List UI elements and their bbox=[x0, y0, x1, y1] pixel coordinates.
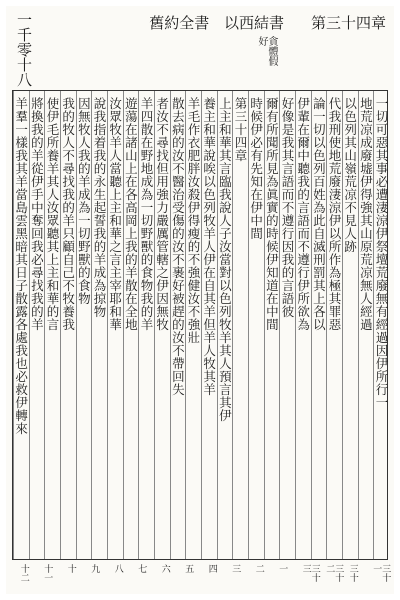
text-column bbox=[123, 91, 140, 559]
text-column bbox=[201, 91, 218, 559]
column-text: 因無牧人我的羊成為一切野獸的食物 bbox=[76, 97, 92, 305]
text-column bbox=[232, 91, 249, 559]
verse-number: 一 bbox=[277, 564, 288, 573]
verse-number: 七 bbox=[136, 564, 147, 573]
text-column bbox=[264, 91, 281, 559]
column-text: 將換我的羊從伊手中奪回我必尋找我的羊 bbox=[29, 97, 45, 331]
verse-number: 三 bbox=[230, 564, 241, 573]
text-column bbox=[279, 91, 296, 559]
verse-number: 八 bbox=[112, 564, 123, 573]
verse-number: 十一 bbox=[42, 564, 53, 582]
text-column bbox=[342, 91, 359, 559]
verse-number: 三十二 bbox=[324, 564, 344, 582]
column-text: 使伊毛所養羊其人汝眾聽其上主和華的言 bbox=[45, 97, 60, 331]
column-text: 以色列其山嶺荒凉不見人跡 bbox=[343, 97, 358, 253]
text-frame bbox=[12, 90, 388, 560]
verse-number: 十 bbox=[65, 564, 76, 573]
verse-number: 三十一 bbox=[371, 564, 391, 582]
verse-number: 五 bbox=[183, 564, 194, 573]
text-column bbox=[154, 91, 171, 559]
text-column bbox=[138, 91, 155, 559]
text-column bbox=[185, 91, 202, 559]
text-column bbox=[60, 91, 77, 559]
verse-number: 十二 bbox=[18, 564, 29, 582]
text-column bbox=[248, 91, 265, 559]
top-margin-notes: 貪體假好 bbox=[256, 36, 277, 66]
verse-number: 三十 bbox=[347, 564, 358, 582]
column-text: 羊四散在野地成為一切野獸的食物我的羊 bbox=[139, 97, 154, 331]
verse-number: 四 bbox=[206, 564, 217, 573]
text-column bbox=[107, 91, 124, 559]
column-text: 上主和華其言臨我說人子汝當對以色列牧羊其人預言其伊 bbox=[217, 97, 233, 422]
column-text: 伊輩在爾中聽我的言語而不遵行伊所欲為 bbox=[296, 97, 311, 331]
scripture-page bbox=[6, 6, 394, 594]
text-column bbox=[29, 91, 46, 559]
column-text: 時候伊必有先知在伊中間 bbox=[249, 97, 264, 240]
column-text: 羊毛作衣肥胖汝殺伊得瘦的不強健汝不強壯 bbox=[186, 97, 201, 344]
text-column bbox=[326, 91, 343, 559]
book-title: 舊約全書 以西結書 bbox=[149, 14, 284, 32]
column-text: 散去病的汝不醫治受傷的汝不裹好被趕的汝不帶回失 bbox=[170, 97, 186, 396]
text-column bbox=[217, 91, 234, 559]
verse-number-row bbox=[12, 562, 391, 586]
column-text: 論一切以色列百姓為此自滅刑罰其上各以 bbox=[311, 97, 327, 331]
column-text: 者汝不尋找但用強力嚴厲管轄之伊因無牧 bbox=[155, 97, 170, 331]
column-text: 地荒凉成廢墟伊得強其山原荒凉無人經過 bbox=[358, 97, 374, 331]
column-text: 說我指着我的永生起誓我的羊成為掠物 bbox=[92, 97, 107, 318]
column-text: 養主和華說唉以色列牧羊人伊在自其羊但羊人牧其羊 bbox=[202, 97, 217, 396]
verse-number: 三十三 bbox=[300, 564, 320, 582]
chapter-heading: 第三十四章 bbox=[310, 14, 386, 32]
text-column bbox=[311, 91, 328, 559]
column-text: 汝眾牧羊人當聽上主和華之言主宰耶和華 bbox=[108, 97, 123, 331]
column-text: 好像是我其言語而不遵行因我的言語彼 bbox=[280, 97, 295, 318]
text-column bbox=[91, 91, 108, 559]
verse-number: 九 bbox=[89, 564, 100, 573]
column-text: 爾有所聞所見為眞實的時候伊知道在中間 bbox=[264, 97, 280, 331]
verse-number: 六 bbox=[159, 564, 170, 573]
text-column bbox=[170, 91, 187, 559]
verse-number: 二 bbox=[253, 564, 264, 573]
text-column bbox=[373, 91, 390, 559]
text-column bbox=[358, 91, 375, 559]
text-column bbox=[44, 91, 61, 559]
column-text: 我的牧人不尋找我的羊只顧自己不牧養我 bbox=[61, 97, 76, 331]
column-text: 羊羣一樣我其羊當島雲黑暗其日子散露各處我也必救伊轉來 bbox=[14, 97, 29, 435]
column-text: 一切可惡其事必遭淒涼伊祭壇荒廢無有經過因伊所行一 bbox=[374, 97, 389, 409]
page-number: 一千零十八 bbox=[15, 12, 33, 87]
column-text: 第三十四章 bbox=[233, 97, 248, 162]
column-text: 代我刑使地荒廢淒涼伊以所作為極其罪惡 bbox=[327, 97, 342, 331]
text-column bbox=[295, 91, 312, 559]
text-column bbox=[13, 91, 30, 559]
column-text: 遊蕩在諸山上在各高岡上我的羊散在全地 bbox=[123, 97, 139, 331]
text-column bbox=[76, 91, 93, 559]
